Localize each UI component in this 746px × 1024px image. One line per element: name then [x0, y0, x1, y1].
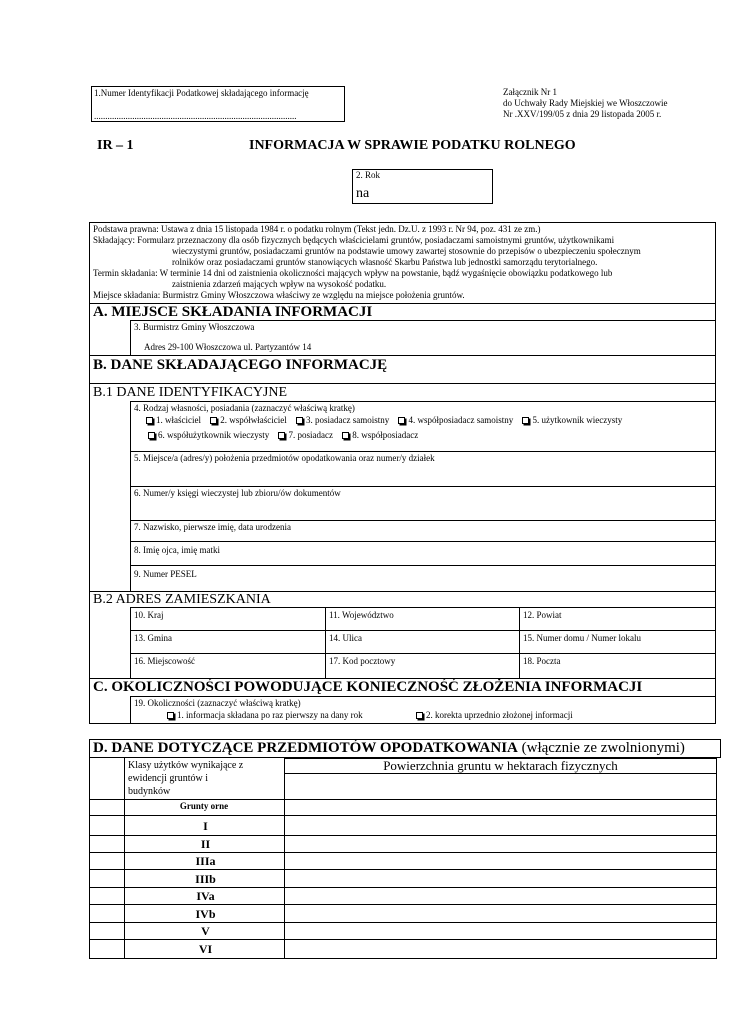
field-9-label[interactable]: 9. Numer PESEL — [134, 569, 197, 579]
divider — [130, 486, 716, 487]
checkbox-icon — [146, 417, 153, 424]
field-4-options-row2 — [148, 430, 425, 441]
divider — [130, 320, 131, 355]
na-label: na — [356, 186, 370, 201]
divider — [130, 630, 716, 631]
divider — [89, 383, 716, 384]
area-input[interactable] — [285, 836, 716, 851]
info-submitter: Składający: Formularz przeznaczony dla osób fizycznych będących właścicielami gruntów, posiadaczami samoistnymi gruntów, użytkownikami — [93, 235, 615, 245]
section-c-heading: C. OKOLICZNOŚCI POWODUJĄCE KONIECZNOŚĆ ZŁOŻENIA INFORMACJI — [93, 679, 643, 695]
divider — [130, 401, 131, 591]
ownership-option-4[interactable]: 4. współposiadacz samoistny — [398, 415, 513, 426]
divider — [130, 607, 131, 678]
annex-line-1: Załącznik Nr 1 — [503, 87, 557, 97]
street-field[interactable]: 14. Ulica — [329, 633, 362, 643]
divider — [124, 758, 125, 958]
ownership-option-6[interactable]: 6. współużytkownik wieczysty — [148, 430, 269, 441]
grade-row-label: IIIa — [195, 854, 216, 868]
section-b-heading: B. DANE SKŁADAJĄCEGO INFORMACJĘ — [93, 357, 388, 373]
land-class-header-line1: Klasy użytków wynikające z — [128, 760, 244, 771]
info-place: Miejsce składania: Burmistrz Gminy Włoszczowa właściwy ze względu na miejsce położenia gruntów. — [93, 290, 465, 300]
grade-row-label: IVa — [196, 889, 215, 903]
checkbox-icon — [342, 432, 349, 439]
nip-label: 1.Numer Identyfikacji Podatkowej składającego informację — [94, 88, 309, 98]
annex-line-3: Nr .XXV/199/05 z dnia 29 listopada 2005 r. — [503, 109, 662, 119]
post-office-field[interactable]: 18. Poczta — [523, 656, 561, 666]
section-b1-heading: B.1 DANE IDENTYFIKACYJNE — [93, 385, 288, 400]
ownership-option-2[interactable]: 2. współwłaściciel — [210, 415, 287, 426]
divider — [89, 958, 717, 959]
form-code: IR – 1 — [97, 138, 134, 153]
divider — [130, 401, 716, 402]
area-input[interactable] — [285, 923, 716, 938]
ownership-option-1[interactable]: 1. właściciel — [146, 415, 201, 426]
field-6-label[interactable]: 6. Numer/y księgi wieczystej lub zbioru/ów dokumentów — [134, 488, 341, 498]
divider — [130, 541, 716, 542]
area-input[interactable] — [285, 853, 716, 868]
checkbox-icon — [398, 417, 405, 424]
form-title: INFORMACJA W SPRAWIE PODATKU ROLNEGO — [249, 138, 576, 153]
year-label: 2. Rok — [356, 170, 381, 180]
divider — [325, 607, 326, 678]
ownership-option-8[interactable]: 8. współposiadacz — [342, 430, 418, 441]
annex-line-2: do Uchwały Rady Miejskiej we Włoszczowie — [503, 98, 668, 108]
info-deadline-cont: zaistnienia zdarzeń mających wpływ na wysokość podatku. — [172, 279, 387, 289]
divider — [130, 451, 716, 452]
arable-land-label: Grunty orne — [179, 801, 229, 811]
divider — [130, 653, 716, 654]
ownership-option-7[interactable]: 7. posiadacz — [278, 430, 332, 441]
divider — [89, 799, 717, 800]
circumstance-option-1[interactable]: 1. informacja składana po raz pierwszy na dany rok — [167, 710, 363, 721]
divider — [130, 565, 716, 566]
field-3-label: 3. Burmistrz Gminy Włoszczowa — [134, 322, 255, 332]
grade-row-label: IVb — [195, 907, 216, 921]
checkbox-icon — [416, 712, 423, 719]
house-number-field[interactable]: 15. Numer domu / Numer lokalu — [523, 633, 641, 643]
grade-row-label: II — [200, 837, 211, 851]
field-19-label: 19. Okoliczności (zaznaczyć właściwą kratkę) — [134, 698, 301, 708]
divider — [519, 607, 520, 678]
checkbox-icon — [278, 432, 285, 439]
info-deadline: Termin składania: W terminie 14 dni od zaistnienia okoliczności mających wpływ na powstanie, bądź wygaśnięcie obowiązku podatkowego lub — [93, 268, 613, 278]
field-3-address: Adres 29-100 Włoszczowa ul. Partyzantów 14 — [144, 342, 312, 352]
ownership-option-5[interactable]: 5. użytkownik wieczysty — [522, 415, 622, 426]
checkbox-icon — [167, 712, 174, 719]
divider — [130, 696, 716, 697]
nip-dots: .......................................................................................... — [94, 111, 297, 121]
info-legal-basis: Podstawa prawna: Ustawa z dnia 15 listopada 1984 r. o podatku rolnym (Tekst jedn. Dz.U. z 1993 r. Nr 94, poz. 431 ze zm.) — [93, 224, 541, 234]
area-input[interactable] — [285, 905, 716, 921]
ownership-option-3[interactable]: 3. posiadacz samoistny — [296, 415, 389, 426]
info-submitter-cont1: wieczystymi gruntów, posiadaczami gruntów na podstawie umowy zawartej stosownie do przepisów o ubezpieczeniu społecznym — [172, 246, 641, 256]
voivodeship-field[interactable]: 11. Województwo — [329, 610, 394, 620]
area-input[interactable] — [285, 816, 716, 834]
municipality-field[interactable]: 13. Gmina — [134, 633, 172, 643]
field-7-label[interactable]: 7. Nazwisko, pierwsze imię, data urodzenia — [134, 522, 291, 532]
section-b2-heading: B.2 ADRES ZAMIESZKANIA — [93, 592, 271, 607]
checkbox-icon — [148, 432, 155, 439]
field-4-label: 4. Rodzaj własności, posiadania (zaznaczyć właściwą kratkę) — [134, 403, 355, 413]
info-submitter-cont2: rolników oraz posiadaczami gruntów stanowiących własność Skarbu Państwa lub jednostki samorządu terytorialnego. — [172, 257, 598, 267]
area-input[interactable] — [285, 888, 716, 903]
checkbox-icon — [210, 417, 217, 424]
checkbox-icon — [522, 417, 529, 424]
divider — [130, 696, 131, 724]
field-4-options-row1 — [146, 415, 629, 426]
country-field[interactable]: 10. Kraj — [134, 610, 164, 620]
section-d-heading: D. DANE DOTYCZĄCE PRZEDMIOTÓW OPODATKOWANIA (włącznie ze zwolnionymi) — [93, 740, 685, 756]
checkbox-icon — [296, 417, 303, 424]
district-field[interactable]: 12. Powiat — [523, 610, 562, 620]
area-column-label: Powierzchnia gruntu w hektarach fizycznych — [383, 758, 618, 773]
grade-row-label: V — [201, 924, 210, 938]
field-5-label[interactable]: 5. Miejsce/a (adres/y) położenia przedmiotów opodatkowania oraz numer/y działek — [134, 453, 435, 463]
field-8-label[interactable]: 8. Imię ojca, imię matki — [134, 545, 220, 555]
divider — [130, 607, 716, 608]
divider — [716, 773, 717, 958]
section-a-heading: A. MIEJSCE SKŁADANIA INFORMACJI — [93, 304, 373, 320]
divider — [130, 320, 716, 321]
circumstance-option-2[interactable]: 2. korekta uprzednio złożonej informacji — [416, 710, 573, 721]
divider — [89, 355, 716, 356]
grade-row-label: VI — [198, 942, 213, 956]
postal-code-field[interactable]: 17. Kod pocztowy — [329, 656, 396, 666]
area-input[interactable] — [285, 940, 716, 957]
area-input[interactable] — [285, 870, 716, 886]
divider — [89, 758, 90, 958]
grade-row-label: I — [203, 819, 208, 833]
land-class-header-line2: ewidencji gruntów i — [128, 773, 208, 784]
city-field[interactable]: 16. Miejscowość — [134, 656, 195, 666]
grade-row-label: IIIb — [195, 872, 216, 886]
land-class-header-line3: budynków — [128, 786, 171, 797]
divider — [130, 520, 716, 521]
